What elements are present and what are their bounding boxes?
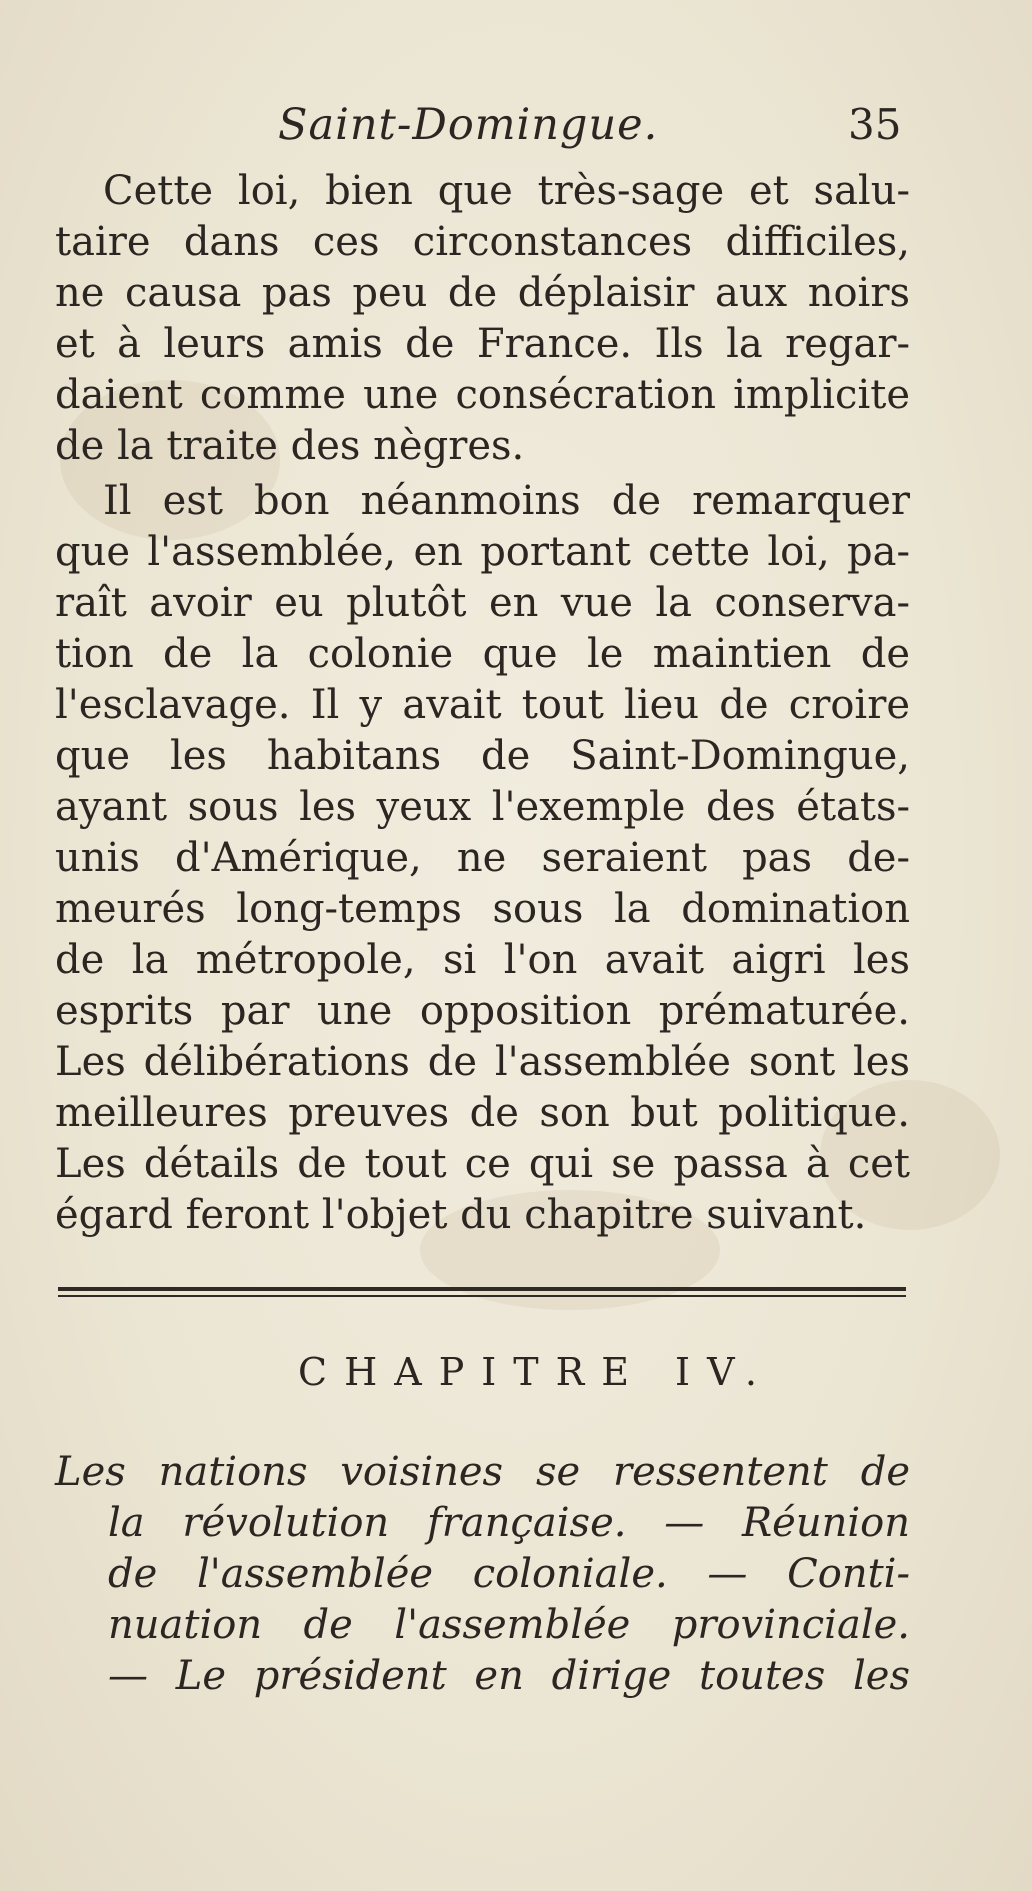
summary-line: nuation de l'assemblée provinciale. (108, 1602, 910, 1648)
text-line: meurés long-temps sous la domination (55, 886, 910, 932)
summary-line: — Le président en dirige toutes les (108, 1653, 910, 1699)
text-line: égard feront l'objet du chapitre suivant. (55, 1192, 867, 1238)
text-line: tion de la colonie que le maintien de (55, 631, 910, 677)
text-line: Cette loi, bien que très-sage et salu- (103, 168, 910, 214)
text-line: ne causa pas peu de déplaisir aux noirs (55, 270, 910, 316)
text-line: de la métropole, si l'on avait aigri les (55, 937, 910, 983)
text-line: et à leurs amis de France. Ils la regar- (55, 321, 910, 367)
text-line: que les habitans de Saint-Domingue, (55, 733, 910, 779)
text-line: unis d'Amérique, ne seraient pas de- (55, 835, 910, 881)
chapter-summary (55, 1447, 910, 1702)
text-line: taire dans ces circonstances difficiles, (55, 219, 910, 265)
text-line: Les détails de tout ce qui se passa à cet (55, 1141, 910, 1187)
running-head-title: Saint-Domingue. (278, 100, 659, 150)
text-line: de la traite des nègres. (55, 423, 525, 469)
section-rule-thin (58, 1295, 906, 1297)
text-line: daient comme une consécration implicite (55, 372, 910, 418)
summary-line: Les nations voisines se ressentent de (55, 1449, 910, 1495)
text-line: l'esclavage. Il y avait tout lieu de croire (55, 682, 910, 728)
text-line: que l'assemblée, en portant cette loi, pa- (55, 529, 910, 575)
running-head (0, 100, 1032, 160)
text-line: Les délibérations de l'assemblée sont les (55, 1039, 910, 1085)
body-text (55, 166, 910, 1241)
section-rule-thick (58, 1287, 906, 1291)
text-line: meilleures preuves de son but politique. (55, 1090, 910, 1136)
summary-line: la révolution française. — Réunion (108, 1500, 910, 1546)
summary-line: de l'assemblée coloniale. — Conti- (108, 1551, 910, 1597)
text-line: ayant sous les yeux l'exemple des états- (55, 784, 910, 830)
text-line: Il est bon néanmoins de remarquer (103, 478, 910, 524)
text-line: raît avoir eu plutôt en vue la conserva- (55, 580, 910, 626)
chapter-heading: CHAPITRE IV. (298, 1350, 774, 1394)
text-line: esprits par une opposition prématurée. (55, 988, 910, 1034)
page-number: 35 (848, 100, 902, 149)
